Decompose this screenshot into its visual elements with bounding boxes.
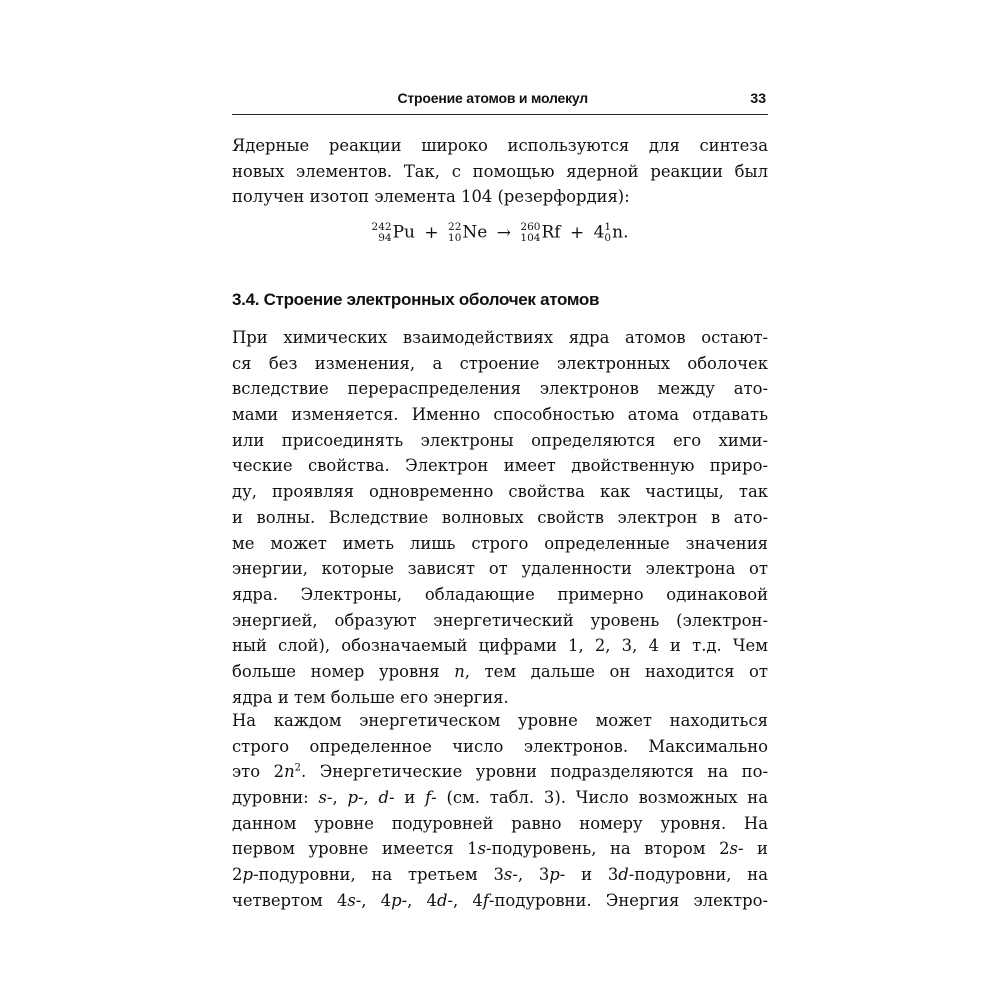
sublevel-s: s <box>347 890 356 910</box>
text-run: -, 4 <box>401 890 437 910</box>
text-run: -, 4 <box>447 890 483 910</box>
element-symbol: Rf <box>541 222 561 243</box>
sublevel-d: d <box>436 890 448 910</box>
nuclear-reaction-formula <box>232 222 768 262</box>
text-run: -, <box>326 788 348 808</box>
formula-period: . <box>623 222 629 243</box>
paragraph-line: ческие свойства. Электрон имеет двойственную приро- <box>232 456 768 476</box>
element-symbol: n <box>612 222 624 243</box>
text-run: - и <box>389 788 426 808</box>
sublevel-d: d <box>618 865 629 885</box>
variable-n: n <box>454 661 465 681</box>
atomic-number: 0 <box>604 232 612 244</box>
page-number: 33 <box>750 90 766 106</box>
text-run: . Энергетические уровни подразделяются на по- <box>301 762 768 782</box>
text-run: 2 <box>232 865 243 885</box>
text-run: - (см. табл. 3). Число возможных на <box>431 788 769 808</box>
mass-number: 22 <box>448 221 462 233</box>
nuclide-neon <box>448 222 487 244</box>
text-run: - и <box>737 839 768 859</box>
paragraph-line <box>232 659 768 685</box>
paragraph-2 <box>232 708 768 914</box>
sublevel-p: p <box>549 865 560 885</box>
mass-number: 242 <box>371 221 392 233</box>
sublevel-d: d <box>378 788 390 808</box>
exponent: 2 <box>294 762 302 774</box>
sublevel-f: f <box>425 788 432 808</box>
nuclide-neutron <box>594 222 629 244</box>
paragraph-line: ме может иметь лишь строго определенные значения <box>232 533 768 553</box>
sublevel-s: s <box>729 839 738 859</box>
text-run: больше номер уровня <box>232 661 455 681</box>
coefficient: 4 <box>593 222 605 243</box>
sublevel-p: p <box>391 890 402 910</box>
plus-sign: + <box>424 222 439 243</box>
text-run: это 2 <box>232 762 285 782</box>
paragraph-line: ядра и тем больше его энергия. <box>232 687 509 707</box>
sublevel-s: s <box>318 788 327 808</box>
text-run: - и 3 <box>559 865 619 885</box>
sublevel-s: s <box>477 839 487 859</box>
paragraph-line: энергии, которые зависят от удаленности электрона от <box>232 559 768 579</box>
paragraph-line <box>232 862 768 888</box>
atomic-number: 10 <box>448 232 462 244</box>
paragraph-line: ный слой), обозначаемый цифрами 1, 2, 3, 4 и т.д. Чем <box>232 636 768 656</box>
paragraph-line: При химических взаимодействиях ядра атомов остают- <box>232 328 768 347</box>
text-run: , тем дальше он находится от <box>464 661 768 681</box>
paragraph-line <box>232 836 768 862</box>
text-run: четвертом 4 <box>232 890 348 910</box>
text-run: -, <box>357 788 379 808</box>
paragraph-1 <box>232 325 768 710</box>
paragraph-line <box>232 785 768 811</box>
paragraph-line <box>232 759 768 785</box>
intro-paragraph <box>232 133 768 210</box>
nuclide-rutherfordium <box>520 222 560 244</box>
paragraph-line: ядра. Электроны, обладающие примерно одинаковой <box>232 584 768 604</box>
mass-number: 1 <box>604 221 612 233</box>
intro-line: Ядерные реакции широко используются для синтеза <box>232 136 768 155</box>
text-run: -подуровень, на втором 2 <box>486 839 730 859</box>
atomic-number: 104 <box>520 232 541 244</box>
element-symbol: Ne <box>462 222 488 243</box>
text-run: -подуровни, на третьем 3 <box>252 865 504 885</box>
text-run: -, 4 <box>355 890 392 910</box>
header-title: Строение атомов и молекул <box>397 90 588 106</box>
text-run: дуровни: <box>232 788 319 808</box>
paragraph-line: строго определенное число электронов. Максимально <box>232 736 768 756</box>
text-run: первом уровне имеется 1 <box>232 839 478 859</box>
paragraph-line: На каждом энергетическом уровне может находиться <box>232 711 768 730</box>
paragraph-line: и волны. Вследствие волновых свойств электрон в ато- <box>232 507 768 527</box>
paragraph-line: вследствие перераспределения электронов между ато- <box>232 379 768 399</box>
text-run: -подуровни. Энергия электро- <box>488 890 768 910</box>
plus-sign: + <box>569 222 585 243</box>
sublevel-f: f <box>482 890 489 910</box>
paragraph-line: мами изменяется. Именно способностью атома отдавать <box>232 405 768 425</box>
paragraph-line <box>232 888 768 914</box>
text-run: -подуровни, на <box>628 865 769 885</box>
sublevel-p: p <box>347 788 358 808</box>
text-run: -, 3 <box>512 865 550 885</box>
paragraph-line: ся без изменения, а строение электронных оболочек <box>232 353 768 373</box>
intro-line: новых элементов. Так, с помощью ядерной реакции был <box>232 161 768 181</box>
intro-line: получен изотоп элемента 104 (резерфордия): <box>232 187 630 207</box>
reaction-arrow: → <box>496 222 511 243</box>
nuclide-plutonium <box>372 222 415 244</box>
paragraph-line: данном уровне подуровней равно номеру уровня. На <box>232 813 768 833</box>
paragraph-line: энергией, образуют энергетический уровень (электрон- <box>232 610 768 630</box>
sublevel-s: s <box>503 865 513 885</box>
mass-number: 260 <box>520 221 541 233</box>
section-heading: 3.4. Строение электронных оболочек атомов <box>232 290 600 309</box>
atomic-number: 94 <box>378 232 392 244</box>
element-symbol: Pu <box>392 222 415 243</box>
sublevel-p: p <box>242 865 253 885</box>
paragraph-line: ду, проявляя одновременно свойства как частицы, так <box>232 482 768 502</box>
variable-n: n <box>284 762 295 782</box>
paragraph-line: или присоединять электроны определяются его хими- <box>232 430 768 450</box>
running-header <box>232 86 768 115</box>
